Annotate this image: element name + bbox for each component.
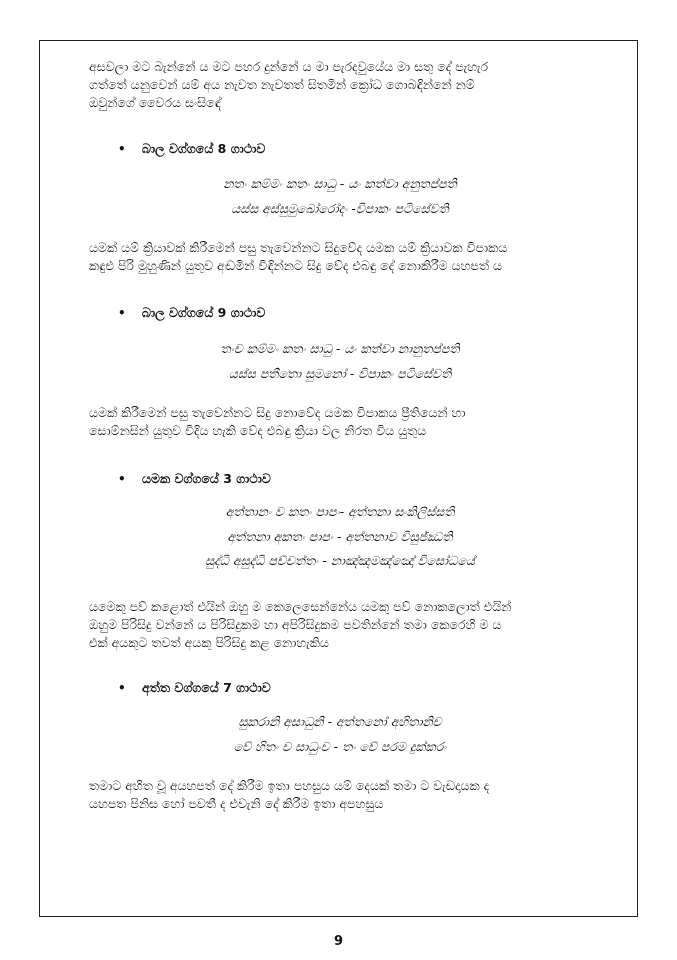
page-number: 9: [333, 934, 344, 949]
verse-line: තංච කම්මං කතං සාධු - යං කත්වා නානුතප්පති: [220, 341, 460, 356]
verse-line: අත්තනා අකතං පාපං - අත්තනාව විසුජ්ඣති: [227, 528, 453, 544]
paragraph-line: ඔහුම පිරිසිදු වන්නේ ය පිරිසිදුකම හා අපිරිසිදුකම පවතින්නේ තමා කෙරෙහි ම ය: [89, 617, 502, 632]
paragraph-2: [89, 239, 609, 275]
paragraph-line: ඔවුන්ගේ වෛරය සංසිඳේ: [89, 95, 222, 110]
paragraph-line: ගත්තේ යනුවෙන් යම් අය නැවත නැවතත් සිතමින් ක්‍රෝධ ගොබඳින්නේ නම්: [89, 77, 475, 92]
section-heading-2: [118, 305, 265, 321]
paragraph-line: යමක් යම් ක්‍රියාවක් කිරීමෙන් පසු තැවෙන්නට සිදුවේද යමක යම් ක්‍රියාවක විපාකය: [89, 240, 508, 255]
heading-text: බාල වග්ගයේ 8 ගාථාව: [142, 141, 266, 156]
verse-line: නතං කම්මං කතං සාධු - යං කත්වා අනුතප්පති: [223, 176, 457, 191]
section-heading-3: [118, 471, 271, 487]
paragraph-line: සොම්නසින් යුතුව විදිය හැකි වේද එබඳු ක්‍රියා වල නිරත විය යුතුය: [89, 423, 427, 438]
bullet-icon: •: [118, 681, 126, 695]
paragraph-line: තමාට අහිත වූ අයහපත් දේ කිරීම ඉතා පහසුය යම් දෙයක් තමා ට වැඩදායක ද: [89, 778, 490, 793]
verse-block-2: [120, 337, 560, 386]
verse-block-1: [120, 172, 560, 221]
verse-block-3: [120, 500, 560, 574]
heading-text: බාල වග්ගයේ 9 ගාථාව: [142, 305, 266, 320]
verse-line: සුද්ධි අසුද්ධි පච්චත්තං - නාඤ්ඤමඤ්ඤෝ විසෝධයේ: [205, 553, 475, 568]
bullet-icon: •: [118, 472, 126, 486]
paragraph-5: [89, 777, 609, 813]
paragraph-line: කඳුළු පිරි මුහුණින් යුතුව අඬමින් විඳින්නට සිදු වේද එබඳු දේ නොකිරීම යහපත් ය: [89, 258, 503, 273]
section-heading-1: [118, 141, 265, 157]
verse-line: වේ හිතං ච සාධුංච - තං වේ පරම දුක්කරං: [233, 738, 447, 754]
paragraph-line: යමක් කිරීමෙන් පසු තැවෙන්නට සිදු නොවේද යමක විපාකය ප්‍රීතියෙන් හා: [89, 405, 466, 420]
verse-line: යස්ස පතීතො සුමනෝ - විපාකං පටිසේවති: [228, 365, 452, 381]
heading-text: යමක වග්ගයේ 3 ගාථාව: [142, 471, 271, 486]
paragraph-line: යහපත පිනිස හෝ පවතී ද එවැනි දේ කිරීම ඉතා අපහසුය: [89, 796, 384, 811]
verse-line: සුකරානි අසාධුනි - අත්තනෝ අහිතානිච: [238, 714, 442, 729]
verse-line: යස්ස අස්සුමුඛෝරෝදං -විපාකං පටිසේවති: [231, 200, 449, 216]
bullet-icon: •: [118, 306, 126, 320]
paragraph-line: අසවලා මට බැන්නේ ය මට පහර දුන්නේ ය මා පැරදවුයේය මා සතු දේ පැහැර: [89, 59, 489, 74]
verse-block-4: [120, 710, 560, 759]
verse-line: අත්තානං ව කතං පාපං- අත්තනා සංකිලිස්සති: [225, 504, 455, 519]
paragraph-3: [89, 404, 609, 440]
section-heading-4: [118, 680, 271, 696]
heading-text: අත්ත වග්ගයේ 7 ගාථාව: [142, 680, 271, 695]
bullet-icon: •: [118, 142, 126, 156]
paragraph-4: [89, 598, 609, 652]
paragraph-line: යමෙකු පව් කළොත් එයින් ඔහු ම කෙලෙසෙන්නේය යමකු පව් නොකලොත් එයින්: [89, 599, 512, 614]
paragraph-1: [89, 58, 609, 112]
paragraph-line: එක් අයකුට තවත් අයකු පිරිසිදු කළ නොහැකිය: [89, 635, 329, 650]
